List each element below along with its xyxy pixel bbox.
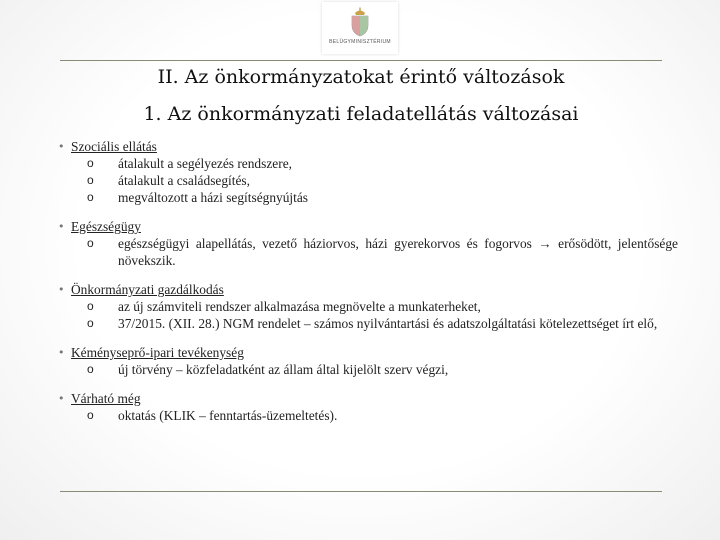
bottom-divider [60, 491, 662, 492]
list-item: o 37/2015. (XII. 28.) NGM rendelet – számos nyilvántartási és adatszolgáltatási kötelezettséget írt elő, [87, 316, 658, 331]
section-szocialis [56, 138, 678, 206]
section-heading: Önkormányzati gazdálkodás [71, 282, 224, 297]
list-item: o új törvény – közfeladatként az állam által kijelölt szerv végzi, [87, 362, 449, 377]
bullet-icon: • [58, 140, 65, 153]
list-item: o az új számviteli rendszer alkalmazása megnövelte a munkaterheket, [87, 299, 481, 314]
ministry-logo [322, 2, 398, 54]
slide-subtitle: 1. Az önkormányzati feladatellátás változásai [143, 103, 579, 125]
top-divider [60, 60, 662, 61]
section-heading: Kéményseprő-ipari tevékenység [71, 345, 244, 360]
section-heading: Egészségügy [71, 219, 141, 234]
list-item: o megváltozott a házi segítségnyújtás [87, 190, 309, 205]
section-heading: Várható még [71, 391, 141, 406]
coat-of-arms-icon [347, 7, 373, 37]
list-item: o egészségügyi alapellátás, vezető háziorvos, házi gyerekorvos és fogorvos → erősödött, jelentősége növekszik. [87, 236, 678, 268]
list-item: o átalakult a családsegítés, [87, 173, 250, 188]
section-egeszsegugy [56, 218, 678, 269]
section-heading: Szociális ellátás [71, 139, 157, 154]
section-kemenysepro [56, 344, 678, 378]
list-item: o oktatás (KLIK – fenntartás-üzemeltetés). [87, 408, 338, 423]
list-item: o átalakult a segélyezés rendszere, [87, 156, 292, 171]
slide-title: II. Az önkormányzatokat érintő változások [157, 66, 565, 88]
bullet-icon: • [58, 220, 65, 233]
logo-caption: BELÜGYMINISZTÉRIUM [329, 39, 391, 45]
bullet-icon: • [58, 392, 65, 405]
bullet-list [56, 138, 678, 436]
bullet-icon: • [58, 283, 65, 296]
section-varhato [56, 390, 678, 424]
section-gazdalkodas [56, 281, 678, 332]
bullet-icon: • [58, 346, 65, 359]
